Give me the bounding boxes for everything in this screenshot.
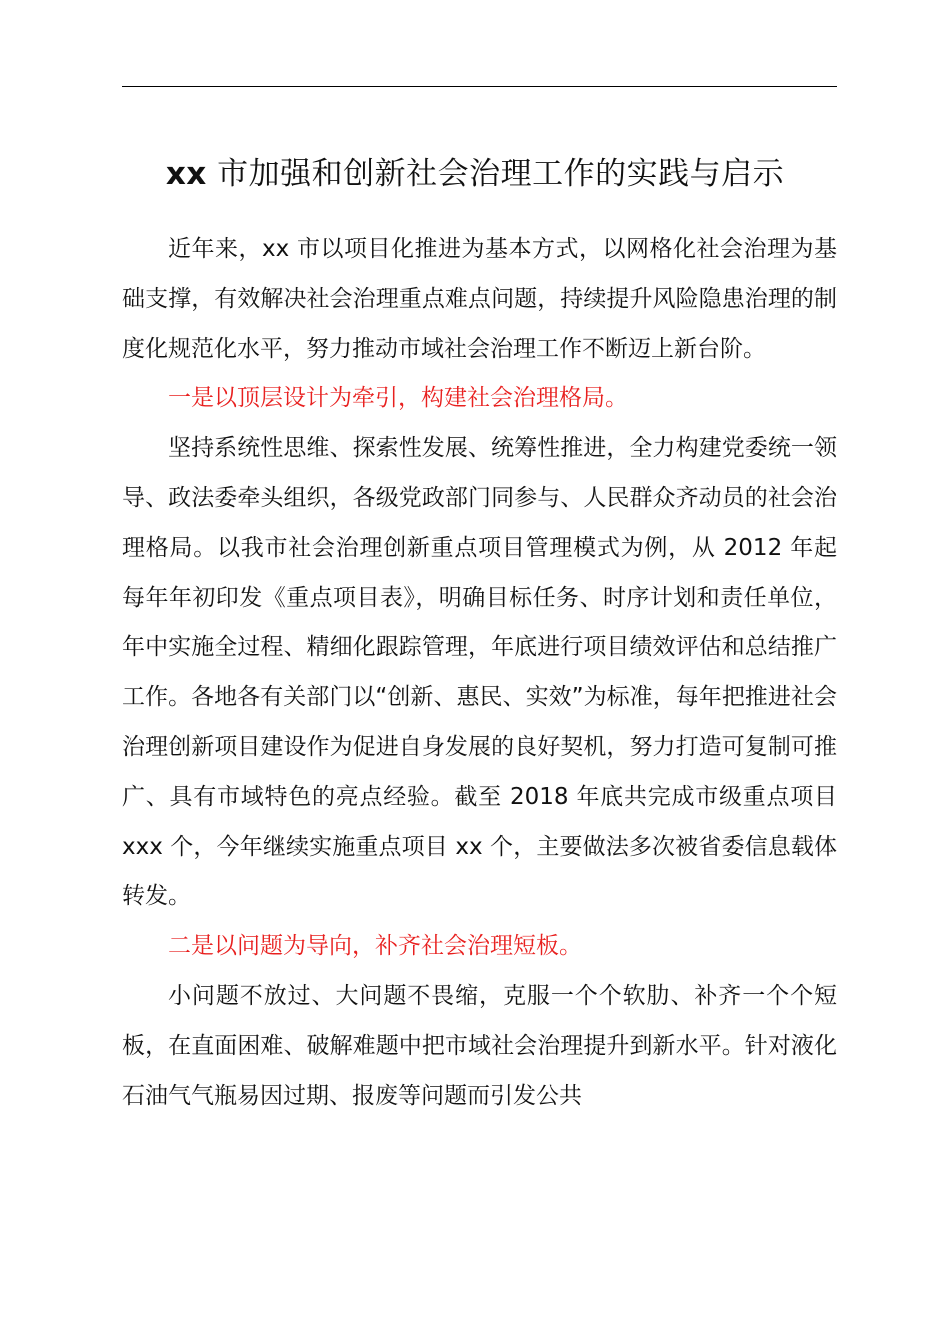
document-title bbox=[0, 152, 950, 196]
section-heading-2: 二是以问题为导向，补齐社会治理短板。 bbox=[168, 933, 582, 960]
header-rule bbox=[122, 86, 837, 87]
section-1-paragraph: 坚持系统性思维、探索性发展、统筹性推进，全力构建党委统一领导、政法委牵头组织，各级党政部门同参与、人民群众齐动员的社会治理格局。以我市社会治理创新重点项目管理模式为例，从 2012 年起每年年初印发《重点项目表》，明确目标任务、时序计划和责任单位，年中实施全过程、精细化跟踪管理，年底进行项目绩效评估和总结推广工作。各地各有关部门以“创新、惠民、实效”为标准，每年把推进社会治理创新项目建设作为促进自身发展的良好契机，努力打造可复制可推广、具有市域特色的亮点经验。截至 2018 年底共完成市级重点项目 xxx 个，今年继续实施重点项目 xx 个，主要做法多次被省委信息载体转发。 bbox=[122, 435, 837, 910]
document-body bbox=[122, 225, 837, 1121]
section-heading-1: 一是以顶层设计为牵引，构建社会治理格局。 bbox=[168, 385, 628, 412]
intro-paragraph: 近年来，xx 市以项目化推进为基本方式，以网格化社会治理为基础支撑，有效解决社会治理重点难点问题，持续提升风险隐患治理的制度化规范化水平，努力推动市域社会治理工作不断迈上新台阶。 bbox=[122, 236, 837, 362]
section-2-paragraph: 小问题不放过、大问题不畏缩，克服一个个软肋、补齐一个个短板，在直面困难、破解难题中把市域社会治理提升到新水平。针对液化石油气气瓶易因过期、报废等问题而引发公共 bbox=[122, 982, 837, 1109]
title-text: 市加强和创新社会治理工作的实践与启示 bbox=[206, 156, 785, 192]
title-prefix: xx bbox=[165, 156, 207, 192]
